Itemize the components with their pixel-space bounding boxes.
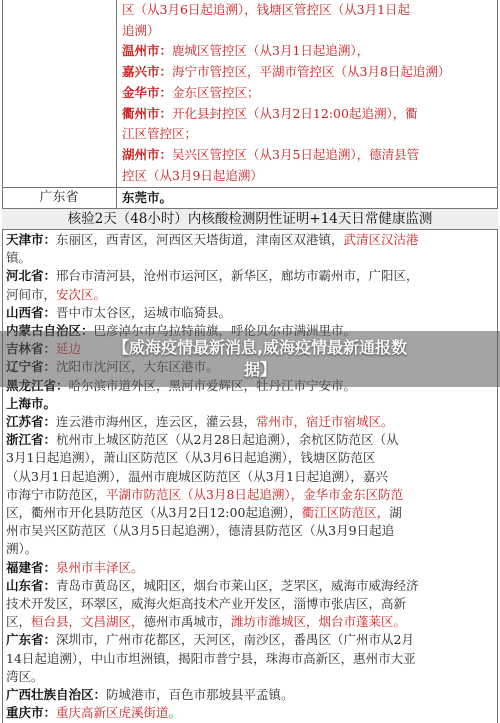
text-segment: 州市吴兴区防范区（从3月5日起追溯），德清县防范区（从3月9日起追 [6,523,395,539]
text-line [6,430,399,450]
text-segment: 市海宁市防范区， [6,486,107,502]
text-segment: 泉州市丰泽区。 [56,559,144,575]
text-segment: 河间市， [6,286,57,302]
text-segment: 上海市。 [6,395,57,411]
text-line [6,576,419,596]
text-segment: 追溯） [122,22,160,38]
text-segment: 平湖市防范区（从3月8日起追溯），金华市金东区防范 [106,486,404,502]
text-segment: 温州市： [122,43,173,59]
text-segment: 海宁市管控区，平湖市管控区（从3月8日起追溯） [172,64,451,80]
text-line [6,685,294,705]
text-segment: （从3月1日起追溯），温州市鹿城区防范区（从3月1日起追溯），嘉兴 [6,468,388,484]
text-segment: 3月1日起追溯），萧山区防范区（从3月6日起追溯），钱塘区防范区 [6,450,376,466]
text-line [122,21,160,41]
text-segment: 镇。 [6,250,32,266]
text-segment: 湖 [389,505,402,520]
text-line [6,467,388,487]
text-segment: 深圳市，广州市花都区，天河区，南沙区，番禺区（广州市从2月 [56,632,414,648]
text-segment: 衢江区防范区， [301,505,390,520]
text-line [122,145,419,165]
text-line [122,104,418,124]
text-line [122,41,369,61]
city-cell: 东莞市。 [122,190,173,205]
text-segment: 广西壮族自治区： [6,687,107,702]
text-line [6,503,402,523]
text-segment: 湖州市： [122,146,173,162]
text-segment: 邢台市清河县，沧州市运河区，新华区，廊坊市霸州市，广阳区， [56,268,419,284]
column-divider [116,0,117,209]
text-segment: 嘉兴市： [122,64,173,80]
text-segment: 重庆高新区虎溪街道。 [56,705,182,721]
text-line [6,285,106,305]
text-segment: 技术开发区，环翠区，威海火炬高技术产业开发区，淄博市张店区，高新 [6,596,407,611]
text-line [6,266,419,286]
text-line [6,539,37,559]
text-line [6,448,375,468]
text-segment: 14日起追溯），中山市坦洲镇，揭阳市普宁县，珠海市高新区，惠州市大亚 [6,650,416,666]
text-segment: 山西省： [6,304,57,320]
text-segment: 衢州市： [122,105,173,121]
text-segment: 重庆市： [6,705,57,721]
overlay-title: 【威海疫情最新消息,威海疫情最新通报数据】 [112,338,408,379]
text-segment: 天津市： [6,232,57,247]
text-line [6,412,394,432]
text-segment: 武清区汉沽港 [343,232,419,247]
text-segment: 控区（从3月9日起追溯） [122,167,263,183]
text-segment: 晋中市太谷区，运城市临猗县。 [56,304,232,320]
text-line [6,612,406,632]
text-segment: 区，衢州市开化县防范区（从3月2日12:00起追溯）， [6,505,302,520]
text-segment: 常州市，宿迁市宿城区。 [256,414,394,429]
text-line [6,630,414,650]
text-segment: 开化县封控区（从3月2日12:00起追溯），衢 [172,105,418,121]
text-segment: 区， [6,614,32,630]
text-line [122,124,197,144]
text-line [6,303,231,323]
text-line [6,248,31,268]
text-segment: 湾区。 [6,668,44,684]
text-line [6,485,403,505]
text-segment: 钱塘区管控区（从3月1日起 [256,2,411,17]
text-segment: 桓台县，文昌湖区， [31,614,144,630]
text-line [6,594,406,614]
section-header: 核验2天（48小时）内核酸检测阴性证明+14天日常健康监测 [2,209,498,229]
text-segment: 区（从3月6日起追溯）， [122,2,257,17]
text-line [6,230,419,250]
text-line [122,0,410,20]
text-segment: 青岛市黄岛区，城阳区，烟台市莱山区，芝罘区，威海市威海经济 [56,577,419,593]
text-segment: 浙江省： [6,432,57,448]
text-line [122,83,260,103]
text-segment: 江苏省： [6,414,57,429]
text-segment: 杭州市上城区防范区（从2月28日起追溯），余杭区防范区（从 [56,432,399,448]
text-line [6,703,181,723]
text-segment: 广东省： [6,632,57,648]
text-segment: 金东区管控区； [172,84,260,100]
text-line [6,649,416,669]
province-cell: 广东省 [39,190,79,205]
text-line [122,62,450,82]
text-segment: 山东省： [6,577,57,593]
text-segment: 防城港市，百色市那坡县平孟镇。 [106,687,294,702]
text-line [6,394,56,414]
text-segment: 溯）。 [6,541,38,557]
text-line [122,166,263,186]
text-segment: 鹿城区管控区（从3月1日起追溯）， [172,43,370,59]
text-segment: 金华市： [122,84,173,100]
text-segment: 吴兴区管控区（从3月5日起追溯），德清县管 [172,146,420,162]
text-segment: 江区管控区； [122,126,198,142]
text-segment: 河北省： [6,268,57,284]
text-segment: 德州市禹城市， [143,614,232,630]
text-line [6,667,44,687]
text-line [6,558,144,578]
text-segment: 连云港市海州区，连云区，灌云县， [56,414,257,429]
text-segment: 潍坊市潍城区，烟台市蓬莱区。 [231,614,407,630]
text-segment: 东丽区，西青区，河西区天塔街道，津南区双港镇， [56,232,344,247]
text-segment: 福建省： [6,559,57,575]
text-line [6,521,394,541]
text-segment: 安次区。 [56,286,107,302]
